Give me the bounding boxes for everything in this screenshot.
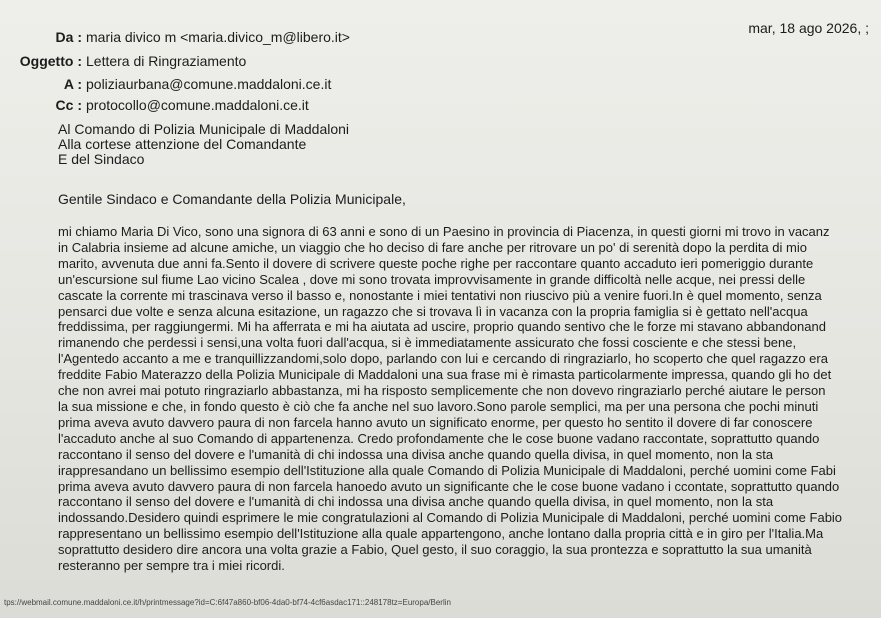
body-line: pensarci due volte e senza alcuna esitazione, un ragazzo che si trovava lì in vacanza con la propria famiglia si è gettato nell'acqua [58,303,808,319]
body-line: prima aveva avuto davvero paura di non farcela hanno avuto un significato enorme, per questo ho sentito il dovere di far conoscere [58,414,813,430]
body-line: freddissima, per raggiungermi. Mi ha afferrata e mi ha aiutata ad uscire, proprio quando sentivo che le forze mi stavano abbandonand [58,319,826,335]
print-footer-url: tps://webmail.comune.maddaloni.ce.it/h/printmessage?id=C:6f47a860-bf06-4da0-bf74-4cf6asdac171::248178tz=Europa/Berlin [4,598,451,607]
recipient-address [58,122,349,167]
to-row [4,75,331,93]
subject-label: Oggetto : [19,53,82,69]
subject-row [4,52,246,70]
body-line: la sua missione e che, in fondo questo è ciò che fa anche nel suo lavoro.Sono parole semplici, ma per una persona che pochi minuti [58,398,819,414]
body-line: raccontano il senso del dovere e l'umanità di chi indossa una divisa anche quando quella divisa, in quel momento, non la sta [58,494,774,510]
subject-value: Lettera di Ringraziamento [86,53,247,69]
body-line: marito, avvenuta due anni fa.Sento il dovere di scrivere queste poche righe per raccontare quanto accaduto ieri pomeriggio durante [58,255,814,271]
address-line: E del Sindaco [58,151,145,167]
body-line: resteranno per sempre tra i miei ricordi. [58,558,285,574]
cc-value: protocollo@comune.maddaloni.ce.it [86,97,309,113]
body-line: rappresentano un bellissimo esempio dell'Istituzione alla quale appartengono, anche lontano dalla propria città e in giro per l'Italia.Ma [58,526,824,542]
body-line: freddite Fabio Materazzo della Polizia Municipale di Maddaloni una sua frase mi è rimasta particolarmente impressa, quando gli ho det [58,367,832,383]
address-line: Al Comando di Polizia Municipale di Maddaloni [58,121,350,137]
letter-body [58,224,878,574]
body-line: un'escursione sul fiume Lao vicino Scalea , dove mi sono trovata improvvisamente in grande difficoltà nelle acque, nei pressi delle [58,271,806,287]
body-line: raccontano il senso del dovere e l'umanità di chi indossa una divisa anche quando quella divisa, in quel momento, non la sta [58,446,774,462]
body-line: prima aveva avuto davvero paura di non farcela hanoedo avuto un significante che le cose buone vadano i ccontate, soprattutto quando [58,478,840,494]
body-line: che non avrei mai potuto ringraziarlo abbastanza, mi ha risposto semplicemente che non dovevo ringraziarlo perché aiutare le person [58,383,826,399]
body-line: mi chiamo Maria Di Vico, sono una signora di 63 anni e sono di un Paesino in provincia di Piacenza, in questi giorni mi trovo in vacanz [58,224,830,239]
to-value: poliziaurbana@comune.maddaloni.ce.it [86,76,332,92]
address-line: Alla cortese attenzione del Comandante [58,136,307,152]
body-line: l'accaduto anche al suo Comando di appartenenza. Credo profondamente che le cose buone vadano raccontate, soprattutto quando [58,430,820,446]
from-value: maria divico m <maria.divico_m@libero.it> [86,29,350,45]
body-line: cascate la corrente mi trascinava verso il basso e, nonostante i miei tentativi non riuscivo più a venire fuori.In è quel momento, senza [58,287,822,303]
cc-row [4,96,309,114]
body-line: indossando.Desidero quindi esprimere le mie congratulazioni al Comando di Polizia Municipale di Maddaloni, perché uomini come Fabio [58,510,843,526]
body-line: in Calabria insieme ad alcune amiche, un viaggio che ho deciso di fare anche per ritrovare un po' di serenità dopo la perdita di mio [58,239,807,255]
cc-label: Cc : [55,97,82,113]
from-row [4,28,350,46]
body-line: soprattutto desidero dire ancora una volta grazie a Fabio, Quel gesto, il suo coraggio, la sua prontezza e soprattutto la sua umanità [58,542,812,558]
body-line: rimanendo che perdessi i sensi,una volta fuori dall'acqua, si è immediatamente assicurato che fossi cosciente e che stessi bene, [58,335,797,351]
salutation: Gentile Sindaco e Comandante della Polizia Municipale, [58,191,406,207]
body-line: irappresandano un bellissimo esempio dell'Istituzione alla quale Comando di Polizia Municipale di Maddaloni, perché uomini come Fabi [58,462,836,478]
to-label: A : [63,76,82,92]
body-line: l'Agentedo accanto a me e tranquillizzandomi,solo dopo, parlando con lui e cercando di ringraziarlo, ho scoperto che quel ragazzo era [58,351,828,367]
from-label: Da : [55,29,82,45]
email-date: mar, 18 ago 2026, ; [748,20,869,36]
